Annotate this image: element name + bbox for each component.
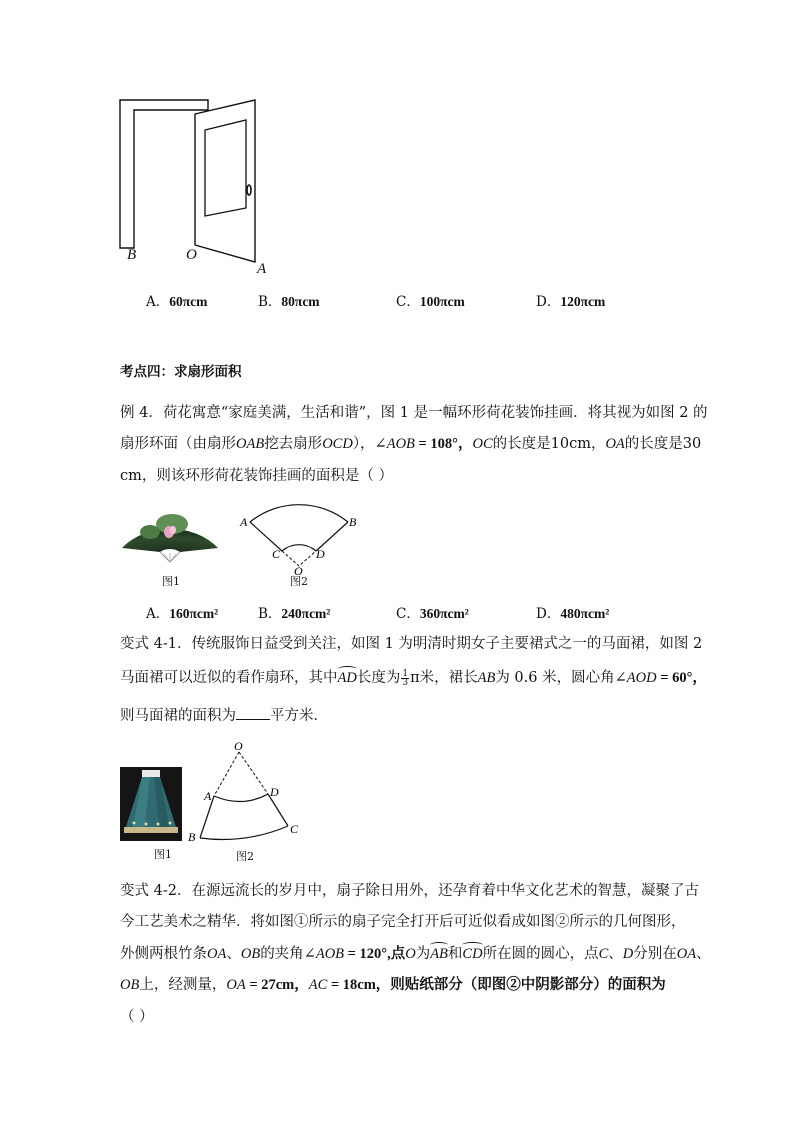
variant42-line4: OB上，经测量，OA = 27cm，AC = 18cm，则贴纸部分（即图②中阴影部分）的面积为 [120, 977, 666, 993]
label-o: O [234, 739, 243, 753]
arc-ab: AB [430, 946, 448, 962]
fraction-one-third: $\frac{1}{3}$ [402, 668, 409, 688]
label-c: C [290, 822, 299, 836]
ex4-option-c: C．360πcm² [396, 606, 469, 622]
door-window [205, 120, 246, 216]
label-b: B [188, 830, 196, 844]
door-label-o: O [186, 247, 197, 263]
label-a: A [204, 789, 212, 803]
variant41-line1: 变式 4-1．传统服饰日益受到关注，如图 1 为明清时期女子主要裙式之一的马面裙，如图 2 [120, 636, 703, 652]
example4-fig2-caption: 图2 [290, 575, 308, 588]
variant42-line2: 今工艺美术之精华．将如图①所示的扇子完全打开后可近似看成如图②所示的几何图形， [120, 914, 686, 930]
door-label-b: B [127, 247, 137, 263]
variant41-line2: 马面裙可以近似的看作扇环，其中AD长度为 $\frac{1}{3}$ π米，裙长AB为 0.6 米，圆心角∠AOD = 60°， [120, 668, 707, 688]
example4-fig1-caption: 图1 [162, 575, 180, 588]
example4-fig2-sector [232, 496, 364, 576]
door-handle [247, 185, 251, 195]
label-o: O [294, 564, 303, 576]
label-a: A [240, 515, 248, 529]
example4-line1: 例 4．荷花寓意“家庭美满，生活和谐”，图 1 是一幅环形荷花装饰挂画．将其视为如图 2 的 [120, 405, 708, 421]
arc-ad: AD [337, 670, 357, 686]
label-c: C [272, 547, 281, 561]
ex4-option-a: A．160πcm² [146, 606, 219, 622]
variant41-fig2-sector [184, 738, 304, 850]
example4-line2: 扇形环面（由扇形OAB挖去扇形OCD），∠AOB = 108°，OC的长度是10cm，OA的长度是30 [120, 436, 702, 452]
variant42-line3: 外侧两根竹条OA、OB的夹角∠AOB = 120°,点O为AB和CD所在圆的圆心，点C、D分别在OA、 [120, 946, 711, 962]
variant41-fig1-caption: 图1 [154, 848, 172, 861]
lotus-fan-image [120, 502, 220, 570]
door-label-a: A [257, 261, 267, 277]
example4-line3: cm，则该环形荷花装饰挂画的面积是（ ） [120, 468, 393, 484]
q3-option-b: B．80πcm [258, 294, 320, 310]
label-b: B [349, 515, 357, 529]
q3-option-a: A．60πcm [146, 294, 208, 310]
arc-cd: CD [462, 946, 483, 962]
variant42-line5: （ ） [120, 1009, 154, 1025]
mamian-skirt-image [120, 767, 182, 841]
label-d: D [316, 547, 325, 561]
variant41-fig2-caption: 图2 [236, 850, 254, 863]
ex4-option-b: B．240πcm² [258, 606, 331, 622]
variant42-line1: 变式 4-2．在源远流长的岁月中，扇子除日用外，还孕育着中华文化艺术的智慧，凝聚了古 [120, 883, 699, 899]
answer-blank[interactable] [236, 705, 270, 720]
q3-option-d: D．120πcm [536, 294, 606, 310]
section-heading: 考点四：求扇形面积 [120, 364, 242, 380]
ex4-option-d: D．480πcm² [536, 606, 610, 622]
q3-option-c: C．100πcm [396, 294, 465, 310]
label-d: D [270, 785, 279, 799]
variant41-line3: 则马面裙的面积为 平方米． [120, 705, 328, 726]
